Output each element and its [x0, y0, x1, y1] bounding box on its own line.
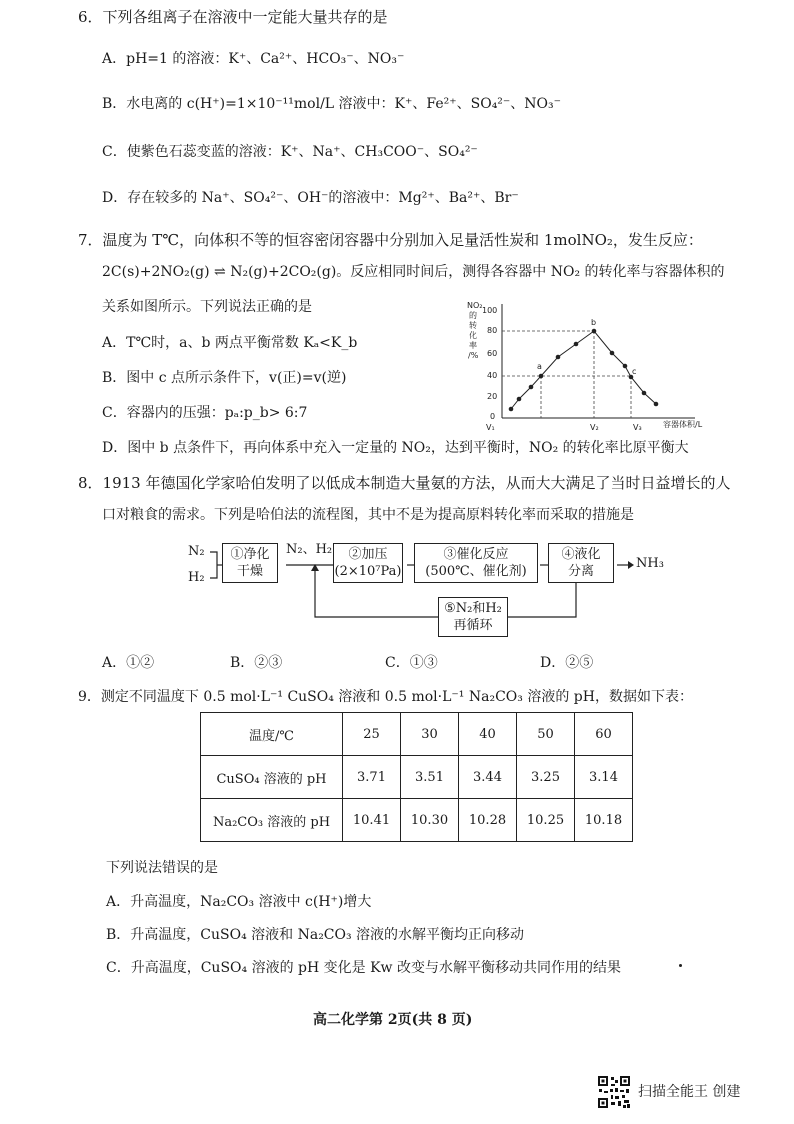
- chart-xtick-v3: V₃: [633, 423, 642, 432]
- q6-option-a: A．pH=1 的溶液：K⁺、Ca²⁺、HCO₃⁻、NO₃⁻: [102, 51, 405, 67]
- flow-box-purify: [222, 543, 278, 583]
- table-cell: 10.30: [401, 799, 459, 842]
- q6-option-c: C．使紫色石蕊变蓝的溶液：K⁺、Na⁺、CH₃COO⁻、SO₄²⁻: [102, 144, 478, 160]
- chart-ytick-60: 60: [487, 349, 498, 358]
- chart-ytick-20: 20: [487, 392, 498, 401]
- scanner-watermark: 扫描全能王 创建: [638, 1084, 741, 1100]
- chart-point: [556, 355, 561, 360]
- chart-point: [517, 397, 522, 402]
- flow-box-pressurize: [333, 543, 403, 583]
- chart-ytick-0: 0: [490, 412, 496, 421]
- chart-xlabel: 容器体积/L: [663, 420, 703, 429]
- table-cell: 3.14: [575, 756, 633, 799]
- q8-stem-line1: 8．1913 年德国化学家哈伯发明了以低成本制造大量氨的方法，从而大大满足了当时日益增长的人: [78, 474, 731, 492]
- q7-stem-line2: 2C(s)+2NO₂(g) ⇌ N₂(g)+2CO₂(g)。反应相同时间后，测得各容器中 NO₂ 的转化率与容器体积的: [102, 264, 725, 280]
- flow-mid-label: N₂、H₂: [286, 542, 333, 557]
- q7-conversion-chart: [455, 296, 785, 436]
- chart-point-a: [539, 374, 544, 379]
- table-header-cell: 30: [401, 713, 459, 756]
- q6-stem: 6．下列各组离子在溶液中一定能大量共存的是: [78, 8, 388, 26]
- q9-ph-table: [200, 712, 633, 842]
- flow-box-purify-l1: ①净化: [230, 547, 270, 562]
- chart-ylabel-1: NO₂: [467, 301, 483, 310]
- chart-point-b: [592, 329, 597, 334]
- table-header-cell: 50: [517, 713, 575, 756]
- chart-ylabel-5: 率: [469, 341, 477, 350]
- table-row: [201, 799, 633, 842]
- chart-ylabel-4: 化: [469, 331, 477, 340]
- chart-ytick-40: 40: [487, 371, 498, 380]
- q7-option-c: C．容器内的压强：pₐ:p_b> 6:7: [102, 405, 308, 421]
- table-row: [201, 756, 633, 799]
- q9-prompt: 下列说法错误的是: [106, 860, 218, 876]
- chart-point-c: [629, 375, 634, 380]
- page-footer: 高二化学第 2页(共 8 页): [313, 1012, 473, 1028]
- chart-xtick-v2: V₂: [590, 423, 599, 432]
- qr-code-icon: [597, 1075, 631, 1109]
- q8-stem-line2: 口对粮食的需求。下列是哈伯法的流程图，其中不是为提高原料转化率而采取的措施是: [102, 507, 634, 523]
- table-header-cell: 60: [575, 713, 633, 756]
- q8-option-c: C．①③: [385, 655, 438, 671]
- flow-box-pressurize-l1: ②加压: [348, 547, 388, 562]
- chart-label-b: b: [591, 318, 597, 327]
- table-cell: 3.25: [517, 756, 575, 799]
- chart-point: [610, 351, 615, 356]
- table-header-cell: 25: [343, 713, 401, 756]
- q7-option-a: A．T℃时，a、b 两点平衡常数 Kₐ<K_b: [102, 335, 358, 351]
- q9-option-c: C．升高温度，CuSO₄ 溶液的 pH 变化是 Kw 改变与水解平衡移动共同作用的结果: [106, 960, 621, 976]
- chart-ylabel-3: 转: [469, 321, 477, 330]
- flow-box-liquefy: [548, 543, 614, 583]
- chart-ylabel-2: 的: [469, 311, 477, 320]
- flow-box-recycle-l1: ⑤N₂和H₂: [444, 601, 502, 616]
- table-cell: 10.28: [459, 799, 517, 842]
- chart-ytick-100: 100: [482, 306, 498, 315]
- chart-label-c: c: [632, 367, 637, 376]
- q8-option-a: A．①②: [102, 655, 155, 671]
- q7-stem-line3: 关系如图所示。下列说法正确的是: [102, 299, 312, 315]
- flow-box-catalytic-l1: ③催化反应: [443, 547, 509, 562]
- chart-point: [529, 385, 534, 390]
- table-cell: Na₂CO₃ 溶液的 pH: [201, 799, 343, 842]
- table-cell: 3.51: [401, 756, 459, 799]
- table-cell: 10.18: [575, 799, 633, 842]
- flow-box-purify-l2: 干燥: [236, 564, 263, 579]
- q8-option-d: D．②⑤: [540, 655, 594, 671]
- table-cell: CuSO₄ 溶液的 pH: [201, 756, 343, 799]
- q9-stem: 9．测定不同温度下 0.5 mol·L⁻¹ CuSO₄ 溶液和 0.5 mol·L⁻¹ Na₂CO₃ 溶液的 pH，数据如下表：: [78, 689, 693, 705]
- chart-point: [623, 364, 628, 369]
- flow-box-pressurize-l2: (2×10⁷Pa): [334, 564, 402, 579]
- q6-option-d: D．存在较多的 Na⁺、SO₄²⁻、OH⁻的溶液中：Mg²⁺、Ba²⁺、Br⁻: [102, 190, 519, 206]
- table-cell: 10.25: [517, 799, 575, 842]
- table-cell: 3.44: [459, 756, 517, 799]
- table-cell: 3.71: [343, 756, 401, 799]
- chart-point: [509, 407, 514, 412]
- q9-option-b: B．升高温度，CuSO₄ 溶液和 Na₂CO₃ 溶液的水解平衡均正向移动: [106, 927, 525, 943]
- chart-label-a: a: [537, 362, 542, 371]
- table-cell: 10.41: [343, 799, 401, 842]
- stray-dot: [679, 964, 682, 967]
- flow-box-catalytic: [414, 543, 538, 583]
- flow-output-nh3: NH₃: [636, 556, 664, 571]
- chart-ylabel-6: /%: [468, 351, 479, 360]
- flow-box-liquefy-l1: ④液化: [561, 547, 601, 562]
- flow-box-recycle: [438, 597, 508, 637]
- q7-stem-line1: 7．温度为 T℃，向体积不等的恒容密闭容器中分别加入足量活性炭和 1molNO₂，发生反应：: [78, 231, 703, 249]
- q7-option-b: B．图中 c 点所示条件下，v(正)=v(逆): [102, 370, 347, 386]
- chart-point: [574, 342, 579, 347]
- flow-box-catalytic-l2: (500℃、催化剂): [425, 564, 527, 579]
- flow-input-h2: H₂: [188, 570, 205, 585]
- table-header-cell: 40: [459, 713, 517, 756]
- q7-option-d: D．图中 b 点条件下，再向体系中充入一定量的 NO₂，达到平衡时，NO₂ 的转化率比原平衡大: [102, 440, 689, 456]
- table-row: [201, 713, 633, 756]
- flow-box-recycle-l2: 再循环: [453, 618, 493, 633]
- table-header-cell: 温度/℃: [201, 713, 343, 756]
- q6-option-b: B．水电离的 c(H⁺)=1×10⁻¹¹mol/L 溶液中：K⁺、Fe²⁺、SO₄²⁻、NO₃⁻: [102, 96, 562, 112]
- chart-point: [654, 402, 659, 407]
- chart-ytick-80: 80: [487, 326, 498, 335]
- flow-box-liquefy-l2: 分离: [567, 564, 594, 579]
- q9-option-a: A．升高温度，Na₂CO₃ 溶液中 c(H⁺)增大: [106, 894, 372, 910]
- q8-option-b: B．②③: [230, 655, 283, 671]
- chart-point: [642, 391, 647, 396]
- flow-input-n2: N₂: [188, 544, 205, 559]
- chart-xtick-v1: V₁: [486, 423, 495, 432]
